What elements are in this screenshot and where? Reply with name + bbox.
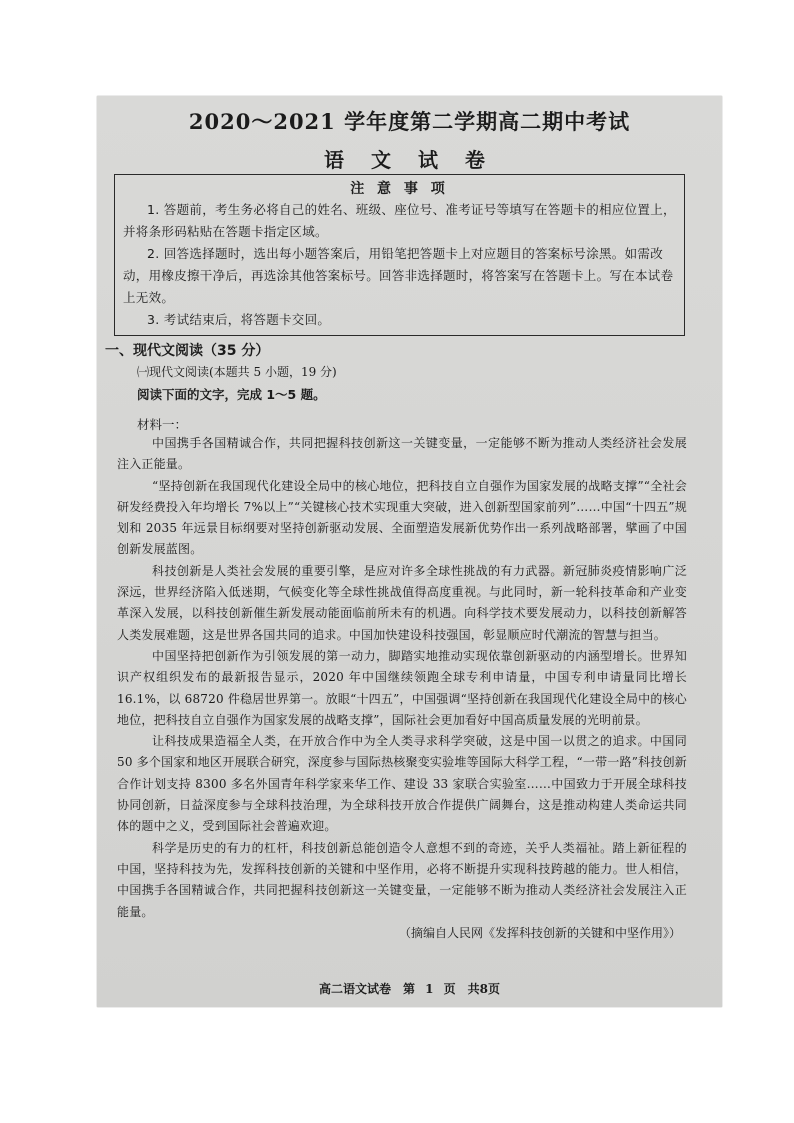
reading-instruction: 阅读下面的文字，完成 1～5 题。 bbox=[137, 387, 326, 402]
article-paragraph: 科技创新是人类社会发展的重要引擎，是应对许多全球性挑战的有力武器。新冠肺炎疫情影响广泛深远，世界经济陷入低迷期，气候变化等全球性挑战值得高度重视。与此同时，新一轮科技革命和产业变革深入发展，以科技创新催生新发展动能面临前所未有的机遇。向科学技术要发展动力，以科技创新解答人类发展难题，这是世界各国共同的追求。中国加快建设科技强国，彰显顺应时代潮流的智慧与担当。 bbox=[117, 563, 687, 642]
section-heading: 一、现代文阅读（35 分） bbox=[105, 343, 270, 359]
article-paragraph: 让科技成果造福全人类，在开放合作中为全人类寻求科学突破，这是中国一以贯之的追求。中国同 50 多个国家和地区开展联合研究，深度参与国际热核聚变实验堆等国际大科学工程，“一带一路”科技创新合作计划支持 8300 多名外国青年科学家来华工作、建设 33 家联合实验室……中国致力于开展全球科技协同创新，日益深度参与全球科技治理，为全球科技开放合作提供广阔舞台，这是推动构建人类命运共同体的题中之义，受到国际社会普遍欢迎。 bbox=[117, 734, 687, 834]
material-label: 材料一： bbox=[137, 417, 188, 432]
notice-heading: 注 意 事 项 bbox=[350, 181, 449, 197]
article-paragraph: 中国携手各国精诚合作，共同把握科技创新这一关键变量，一定能够不断为推动人类经济社会发展注入正能量。 bbox=[117, 436, 687, 472]
article-paragraph: “坚持创新在我国现代化建设全局中的核心地位，把科技自立自强作为国家发展的战略支撑”“全社会研发经费投入年均增长 7%以上”“关键核心技术实现重大突破，进入创新型国家前列”……中国“十四五”规划和 2035 年远景目标纲要对坚持创新驱动发展、全面塑造发展新优势作出一系列战略部署，擘画了中国创新发展蓝图。 bbox=[117, 478, 687, 557]
subject-title: 语 文 试 卷 bbox=[324, 148, 495, 172]
page-footer: 高二语文试卷 第 1 页 共8页 bbox=[318, 982, 501, 996]
article-paragraph: 中国坚持把创新作为引领发展的第一动力，脚踏实地推动实现依靠创新驱动的内涵型增长。世界知识产权组织发布的最新报告显示，2020 年中国继续领跑全球专利申请量，中国专利申请量同比增长 16.1%，以 68720 件稳居世界第一。放眼“十四五”，中国强调“坚持创新在我国现代化建设全局中的核心地位，把科技自立自强作为国家发展的战略支撑”，国际社会更加看好中国高质量发展的光明前景。 bbox=[117, 648, 687, 727]
article-body bbox=[117, 433, 687, 944]
article-source: （摘编自人民网《发挥科技创新的关键和中坚作用》） bbox=[398, 925, 681, 940]
notice-item-1: 1. 答题前，考生务必将自己的姓名、班级、座位号、准考证号等填写在答题卡的相应位置上，并将条形码粘贴在答题卡指定区域。 bbox=[123, 202, 676, 239]
exam-title: 2020～2021 学年度第二学期高二期中考试 bbox=[188, 109, 631, 134]
exam-paper bbox=[97, 96, 722, 1007]
sub-heading: ㈠现代文阅读(本题共 5 小题，19 分) bbox=[137, 365, 337, 379]
notice-item-2: 2. 回答选择题时，选出每小题答案后，用铅笔把答题卡上对应题目的答案标号涂黑。如需改动，用橡皮擦干净后，再选涂其他答案标号。回答非选择题时，将答案写在答题卡上。写在本试卷上无效。 bbox=[123, 246, 674, 305]
notice-box bbox=[114, 174, 685, 336]
article-paragraph: 科学是历史的有力的杠杆，科技创新总能创造令人意想不到的奇迹，关乎人类福祉。踏上新征程的中国，坚持科技为先，发挥科技创新的关键和中坚作用，必将不断提升实现科技跨越的能力。世人相信，中国携手各国精诚合作，共同把握科技创新这一关键变量，一定能够不断为推动人类经济社会发展注入正能量。 bbox=[117, 840, 687, 919]
notice-item-3: 3. 考试结束后，将答题卡交回。 bbox=[147, 312, 331, 327]
